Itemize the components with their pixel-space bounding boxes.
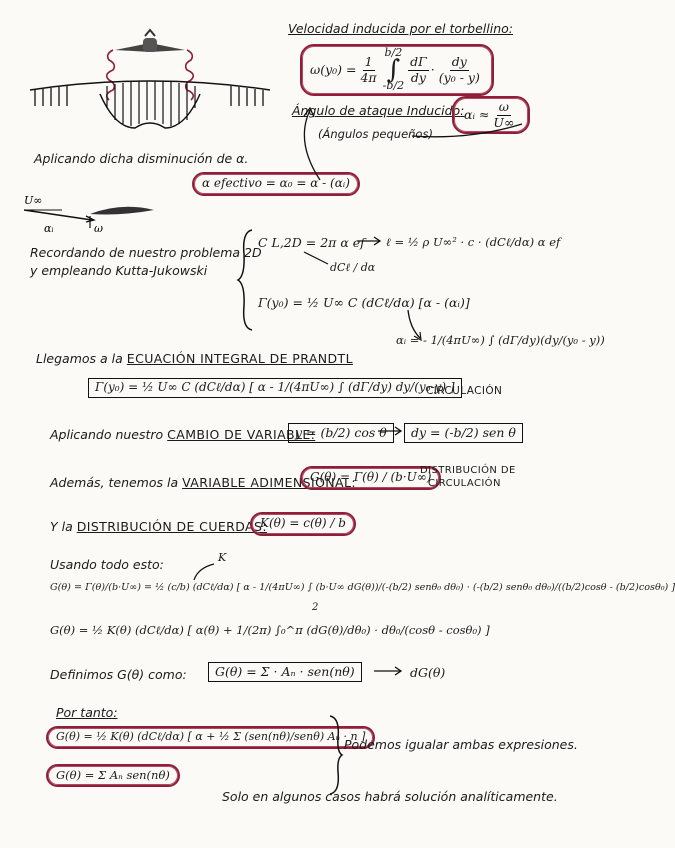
change-var-eq-2: dy = (-b/2) sen θ — [404, 423, 523, 443]
effective-alpha-equation: α efectivo = α₀ = α - (αᵢ) — [192, 172, 360, 196]
recall-line-2: y empleando Kutta-Jukowski — [30, 263, 208, 278]
cl-2d-equation: C L,2D = 2π α ef — [258, 235, 365, 250]
gamma-y0-equation: Γ(y₀) = ½ U∞ C (dCℓ/dα) [α - (αᵢ)] — [258, 295, 470, 310]
induced-velocity-title: Velocidad inducida por el torbellino: — [288, 21, 513, 36]
wing-vortex-diagram — [25, 28, 275, 138]
g-theta-substitution: G(θ) = Γ(θ)/(b·U∞) = ½ (c/b) (dCℓ/dα) [ α - 1/(4πU∞) ∫ (b·U∞ dG(θ))/(-(b/2) senθ₀ dθ₀) · (-(b/2) senθ₀ dθ₀)/((b/2)cosθ - (b/2)cosθ₀) ] — [50, 582, 675, 593]
induced-angle-equation: αᵢ ≈ $\frac{\omega}{U\infty}$ — [452, 96, 530, 134]
induced-velocity-equation: ω(y₀) = $\frac{1}{4\pi}$ b/2 ∫ -b/2 $\frac{d\Gamma}{dy}$ · $\frac{dy}{\text{(y₀ - y)}}$ — [300, 44, 494, 96]
arrow-small-angles — [410, 118, 530, 142]
brace-right — [328, 714, 344, 796]
dy-over: $\frac{dy}{\text{(y₀ - y)}}$ — [438, 54, 480, 85]
small-angles-note: (Ángulos pequeños) — [318, 127, 433, 141]
arrow-change-var — [376, 424, 406, 438]
integral-sign: b/2 ∫ -b/2 — [382, 45, 405, 93]
define-g-text: Definimos G(θ) como: — [50, 667, 187, 682]
final-g-equation: G(θ) = ½ K(θ) (dCℓ/dα) [ α + ½ Σ (sen(nθ)/senθ) Aₙ · n ] — [46, 726, 375, 749]
chord-dist-text: Y la DISTRIBUCIÓN DE CUERDAS: — [50, 519, 267, 534]
factor-two-marker: 2 — [312, 602, 319, 613]
arrow-dg — [372, 664, 408, 678]
change-var-eq-1: y = (b/2) cos θ — [288, 423, 394, 443]
dgamma-dy: $\frac{d\Gamma}{dy}$ — [410, 54, 427, 85]
circ-distribution-label-1: DISTRIBUCIÓN DE — [420, 465, 516, 476]
prandtl-eq-name: ECUACIÓN INTEGRAL DE PRANDTL — [126, 351, 353, 366]
u-inf-label: U∞ — [24, 194, 43, 207]
circ-distribution-label-2: CIRCULACIÓN — [428, 478, 501, 489]
circulation-label: CIRCULACIÓN — [426, 385, 503, 397]
recall-line-1: Recordando de nuestro problema 2D — [30, 245, 262, 260]
final-g-series: G(θ) = Σ Aₙ sen(nθ) — [46, 764, 180, 787]
equate-expressions-text: Podemos igualar ambas expresiones. — [344, 737, 578, 752]
therefore-text: Por tanto: — [56, 705, 118, 720]
airfoil-diagram — [22, 192, 162, 242]
induced-angle-label: Ángulo de ataque Inducido: — [292, 103, 465, 118]
coef-fraction: $\frac{1}{4\pi}$ — [360, 54, 377, 85]
k-theta-definition: K(θ) = c(θ) / b — [250, 512, 356, 536]
g-fourier-series: G(θ) = Σ · Aₙ · sen(nθ) — [208, 662, 362, 682]
g-theta-simplified: G(θ) = ½ K(θ) (dCℓ/dα) [ α(θ) + 1/(2π) ∫₀^π (dG(θ)/dθ₀) · dθ₀/(cosθ - cosθ₀) ] — [50, 623, 490, 637]
induced-vel-lhs: ω(y₀) = — [310, 61, 357, 77]
g-theta-definition: G(θ) = Γ(θ) / (b·U∞) — [300, 466, 441, 490]
analytic-solution-text: Solo en algunos casos habrá solución analíticamente. — [222, 789, 558, 804]
change-var-text: Aplicando nuestro CAMBIO DE VARIABLE: — [50, 427, 316, 442]
w-label: ω — [94, 222, 103, 235]
lift-per-span-equation: ℓ = ½ ρ U∞² · c · (dCℓ/dα) α ef — [386, 235, 561, 249]
adim-var-text: Además, tenemos la VARIABLE ADIMENSIONAL: — [50, 475, 356, 490]
dcl-da-note: dCℓ / dα — [330, 261, 376, 274]
arrive-text: Llegamos a la ECUACIÓN INTEGRAL DE PRANDTL — [36, 351, 353, 366]
dg-theta: dG(θ) — [410, 665, 446, 680]
arrow-right-1 — [355, 234, 385, 248]
brace-left — [236, 228, 256, 332]
k-marker: K — [218, 551, 227, 564]
using-all-text: Usando todo esto: — [50, 557, 164, 572]
arrow-k-marker — [190, 560, 220, 582]
ai-label: αᵢ — [44, 222, 54, 235]
arrow-to-induced-alpha — [290, 102, 370, 184]
prandtl-circulation-equation: Γ(y₀) = ½ U∞ C (dCℓ/dα) [ α - 1/(4πU∞) ∫ (dΓ/dy) dy/(y₀-y) ] — [88, 378, 462, 398]
apply-decrease-text: Aplicando dicha disminución de α. — [34, 151, 249, 166]
alpha-i-integral: αᵢ = - 1/(4πU∞) ∫ (dΓ/dy)(dy/(y₀ - y)) — [396, 333, 605, 347]
